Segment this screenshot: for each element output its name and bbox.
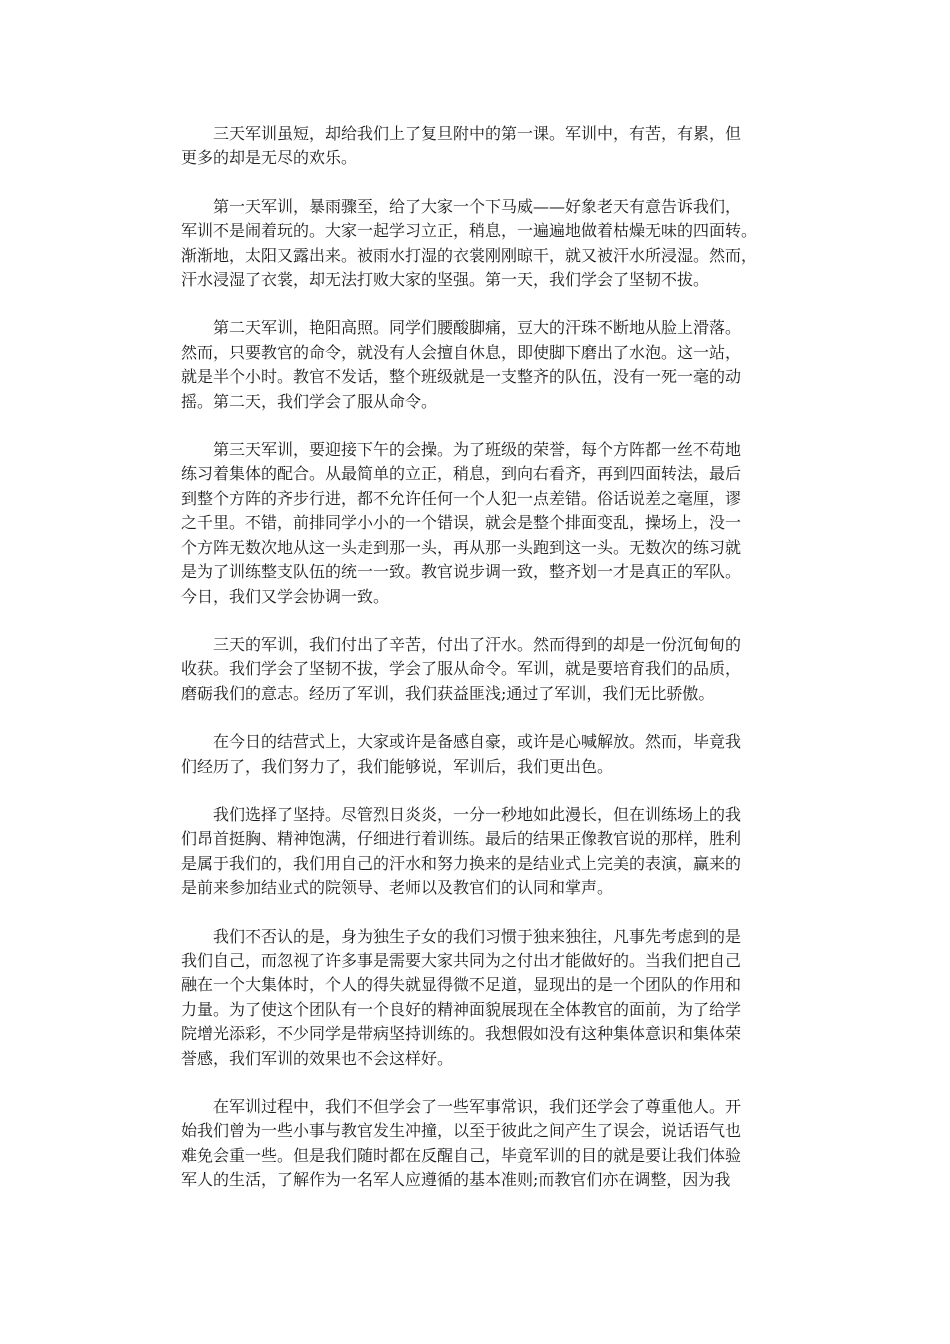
paragraph-9: 在军训过程中，我们不但学会了一些军事常识，我们还学会了尊重他人。开 始我们曾为一些小事与教官发生冲撞，以至于彼此之间产生了误会，说话语气也 难免会重一些。但是我们随时都在反醒自己，毕竟军训的目的就是要让我们体验 军人的生活，了解作为一名军人应遵循的基本准则;而教官们亦在调整，因为我 — [181, 1097, 742, 1190]
paragraph-6: 在今日的结营式上，大家或许是备感自豪，或许是心喊解放。然而，毕竟我 们经历了，我们努力了，我们能够说，军训后，我们更出色。 — [181, 732, 742, 776]
paragraph-1: 三天军训虽短，却给我们上了复旦附中的第一课。军训中，有苦，有累，但 更多的却是无尽的欢乐。 — [181, 124, 742, 168]
paragraph-4: 第三天军训，要迎接下午的会操。为了班级的荣誉，每个方阵都一丝不苟地 练习着集体的配合。从最简单的立正，稍息，到向右看齐，再到四面转法，最后 到整个方阵的齐步行进，都不允许任何一个人犯一点差错。俗话说差之毫厘，谬 之千里。不错，前排同学小小的一个错误，就会是整个排面变乱，操场上，没一 个方阵无数次地从这一头走到那一头，再从那一头跑到这一头。无数次的练习就 是为了训练整支队伍的统一一致。教官说步调一致，整齐划一才是真正的军队。 今日，我们又学会协调一致。 — [181, 440, 742, 606]
paragraph-2: 第一天军训，暴雨骤至，给了大家一个下马威——好象老天有意告诉我们， 军训不是闹着玩的。大家一起学习立正，稍息，一遍遍地做着枯燥无味的四面转。 渐渐地，太阳又露出来。被雨水打湿的衣裳刚刚晾干，就又被汗水所浸湿。然而， 汗水浸湿了衣裳，却无法打败大家的坚强。第一天，我们学会了坚韧不拔。 — [181, 196, 758, 290]
paragraph-3: 第二天军训，艳阳高照。同学们腰酸脚痛，豆大的汗珠不断地从脸上滑落。 然而，只要教官的命令，就没有人会擅自休息，即使脚下磨出了水泡。这一站， 就是半个小时。教官不发话，整个班级就是一支整齐的队伍，没有一死一毫的动 摇。第二天，我们学会了服从命令。 — [181, 318, 742, 411]
paragraph-5: 三天的军训，我们付出了辛苦，付出了汗水。然而得到的却是一份沉甸甸的 收获。我们学会了坚韧不拔，学会了服从命令。军训，就是要培育我们的品质， 磨砺我们的意志。经历了军训，我们获益匪浅;通过了军训，我们无比骄傲。 — [181, 634, 742, 703]
paragraph-7: 我们选择了坚持。尽管烈日炎炎，一分一秒地如此漫长，但在训练场上的我 们昂首挺胸、精神饱满，仔细进行着训练。最后的结果正像教官说的那样，胜利 是属于我们的，我们用自己的汗水和努力换来的是结业式上完美的表演，赢来的 是前来参加结业式的院领导、老师以及教官们的认同和掌声。 — [181, 804, 742, 898]
document-body — [181, 122, 781, 1193]
paragraph-8: 我们不否认的是，身为独生子女的我们习惯于独来独往，凡事先考虑到的是 我们自己，而忽视了许多事是需要大家共同为之付出才能做好的。当我们把自己 融在一个大集体时，个人的得失就显得微不足道，显现出的是一个团队的作用和 力量。为了使这个团队有一个良好的精神面貌展现在全体教官的面前，为了给学 院增光添彩，不少同学是带病坚持训练的。我想假如没有这种集体意识和集体荣 誉感，我们军训的效果也不会这样好。 — [181, 926, 742, 1068]
